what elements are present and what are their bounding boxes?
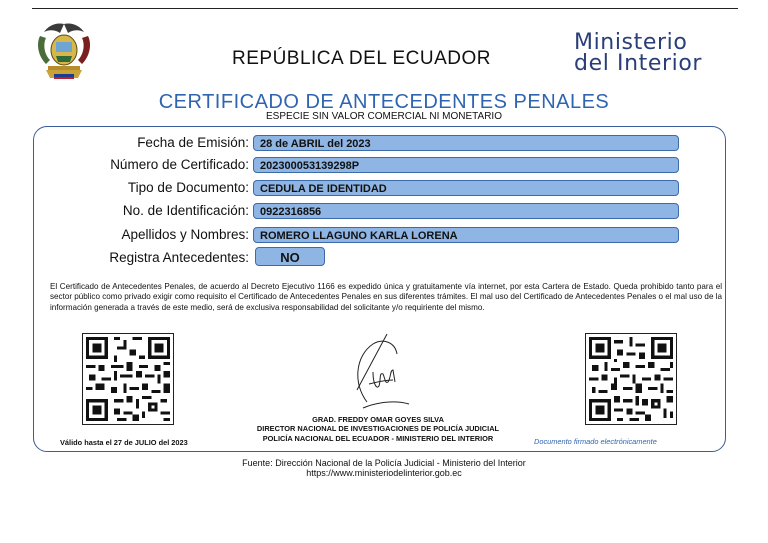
issue-date-label: Fecha de Emisión: — [137, 135, 249, 150]
ministry-line-1: Ministerio — [574, 30, 688, 55]
document-type-value: CEDULA DE IDENTIDAD — [253, 180, 679, 196]
electronic-signature-note: Documento firmado electrónicamente — [534, 437, 657, 446]
certificate-number-label: Número de Certificado: — [110, 157, 249, 172]
valid-until: Válido hasta el 27 de JULIO del 2023 — [60, 438, 188, 447]
criminal-record-value: NO — [255, 247, 325, 266]
id-number-label: No. de Identificación: — [122, 203, 249, 218]
full-name-value: ROMERO LLAGUNO KARLA LORENA — [253, 227, 679, 243]
legal-notice: El Certificado de Antecedentes Penales, de acuerdo al Decreto Ejecutivo 1166 es expedido única y gratuitamente vía internet, por esta Cartera de Estado. Queda prohibido tanto para el sector público como privado exigir como requisito el Certificado de Antecedentes Penales en sus diferentes trámites. El mal uso del Certificado de Antecedentes Penales o el mal uso de la información generada a través de este medio, será de exclusiva responsabilidad del solicitante y/o requiriente del mismo. — [50, 282, 722, 312]
qr-code-icon — [82, 333, 174, 425]
source-url: https://www.ministeriodelinterior.gob.ec — [306, 468, 462, 478]
country-name: REPÚBLICA DEL ECUADOR — [232, 48, 491, 69]
ecuador-coat-of-arms-icon — [34, 20, 94, 82]
signature-icon — [343, 332, 419, 412]
full-name-label: Apellidos y Nombres: — [121, 227, 249, 242]
signer-name: GRAD. FREDDY OMAR GOYES SILVA — [312, 415, 444, 424]
ministry-line-2: del Interior — [574, 51, 703, 76]
source-footer — [0, 458, 768, 478]
issue-date-value: 28 de ABRIL del 2023 — [253, 135, 679, 151]
id-number-value: 0922316856 — [253, 203, 679, 219]
criminal-record-label: Registra Antecedentes: — [109, 250, 249, 265]
signer-role-1: DIRECTOR NACIONAL DE INVESTIGACIONES DE POLICÍA JUDICIAL — [256, 424, 500, 434]
certificate-number-value: 202300053139298P — [253, 157, 679, 173]
qr-code-icon — [585, 333, 677, 425]
signer-block — [228, 415, 528, 443]
certificate-title: CERTIFICADO DE ANTECEDENTES PENALES — [158, 91, 610, 113]
document-type-label: Tipo de Documento: — [127, 180, 249, 195]
certificate-subtitle: ESPECIE SIN VALOR COMERCIAL NI MONETARIO — [266, 111, 502, 122]
signer-role-2: POLICÍA NACIONAL DEL ECUADOR - MINISTERIO DEL INTERIOR — [262, 433, 494, 443]
ministry-logo — [574, 32, 702, 74]
top-divider — [32, 8, 738, 9]
source-text: Fuente: Dirección Nacional de la Policía Judicial - Ministerio del Interior — [242, 458, 526, 468]
